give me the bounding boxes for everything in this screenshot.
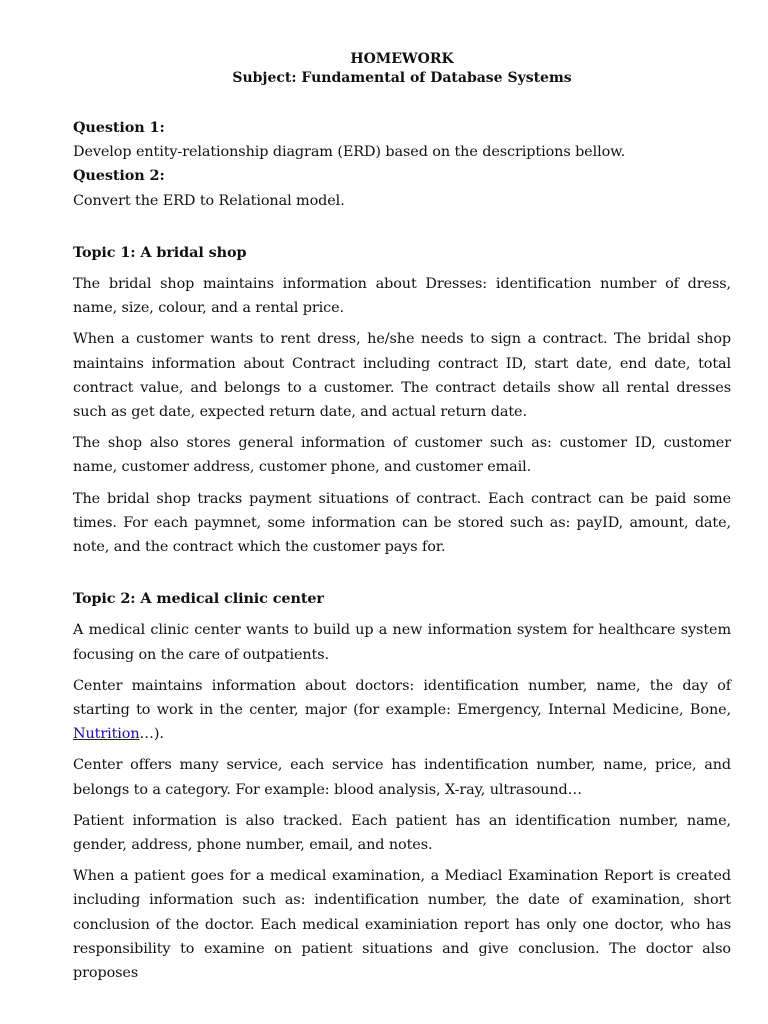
topic-2-paragraph-2	[73, 674, 731, 747]
homework-title: HOMEWORK	[350, 51, 454, 67]
topic-2-paragraph-4: Patient information is also tracked. Each patient has an identification number, name, gender, address, phone number, email, and notes.	[73, 812, 731, 854]
topic-2-paragraph-3: Center offers many service, each service has indentification number, name, price, and belongs to a category. For example: blood analysis, X-ray, ultrasound…	[73, 757, 731, 798]
question-1-label: Question 1:	[73, 119, 165, 136]
nutrition-link[interactable]: Nutrition	[73, 726, 140, 743]
document-header	[73, 50, 731, 88]
topic-1-paragraph-2: When a customer wants to rent dress, he/she needs to sign a contract. The bridal shop maintains information about Contract including contract ID, start date, end date, total contract value, and belongs to a customer. The contract details show all rental dresses such as get date, expected return date, and actual return date.	[73, 331, 731, 421]
question-2-text: Convert the ERD to Relational model.	[73, 192, 345, 209]
topic-1-paragraph-3: The shop also stores general information of customer such as: customer ID, customer name, customer address, customer phone, and customer email.	[73, 435, 731, 476]
document-page	[73, 50, 731, 985]
topic-2-paragraph-2-end: …).	[139, 726, 164, 743]
topic-1-paragraph-4: The bridal shop tracks payment situations of contract. Each contract can be paid some times. For each paymnet, some information can be stored such as: payID, amount, date, note, and the contract which the customer pays for.	[73, 490, 731, 556]
question-1-text: Develop entity-relationship diagram (ERD) based on the descriptions bellow.	[73, 144, 626, 161]
subject-line: Subject: Fundamental of Database Systems	[232, 70, 572, 86]
topic-2-title: Topic 2: A medical clinic center	[73, 590, 324, 608]
topic-1-paragraph-1: The bridal shop maintains information about Dresses: identification number of dress, name, size, colour, and a rental price.	[73, 276, 731, 317]
topic-2-paragraph-5: When a patient goes for a medical examination, a Mediacl Examination Report is created including information such as: indentification number, the date of examination, short conclusion of the doctor. Each medical examiniation report has only one doctor, who has responsibility to examine on patient situations and give conclusion. The doctor also proposes	[73, 868, 731, 982]
topic-1-title: Topic 1: A bridal shop	[73, 243, 247, 261]
topic-2-paragraph-1: A medical clinic center wants to build up a new information system for healthcare system focusing on the care of outpatients.	[73, 622, 731, 663]
topic-2-paragraph-2-text: Center maintains information about doctors: identification number, name, the day of starting to work in the center, major (for example: Emergency, Internal Medicine, Bone,	[73, 677, 731, 719]
question-2-label: Question 2:	[73, 167, 165, 185]
